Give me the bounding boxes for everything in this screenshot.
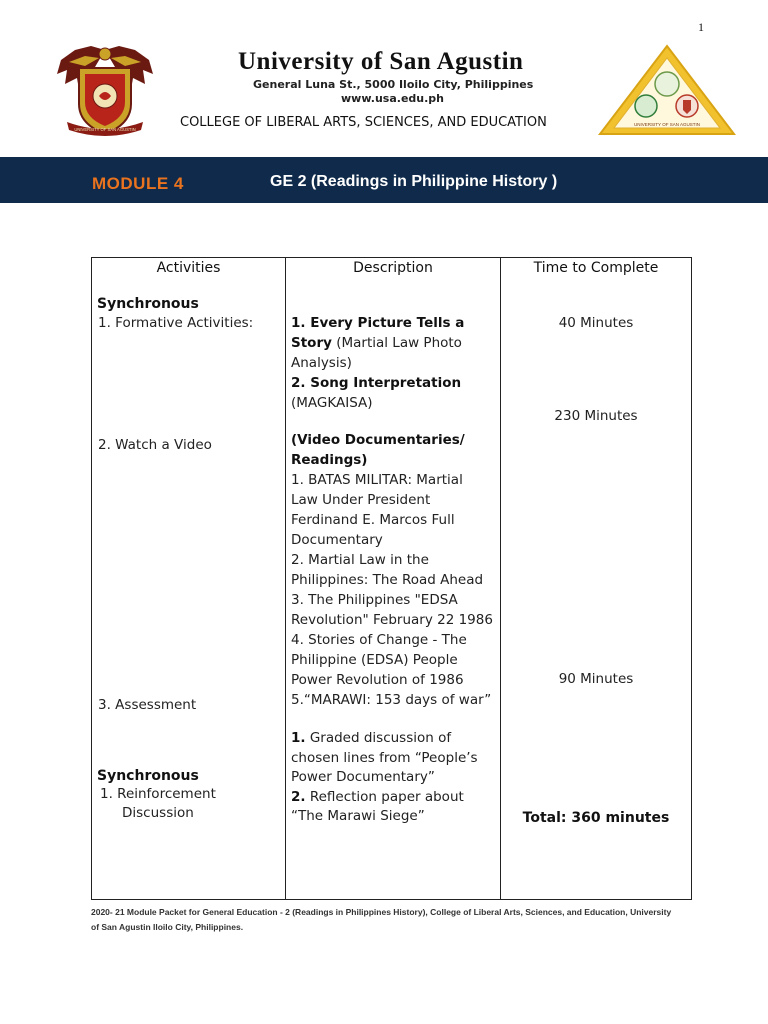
sync-heading-2: Synchronous <box>97 768 199 784</box>
video-list-line: 4. Stories of Change - The <box>291 632 467 648</box>
page-footer <box>91 905 691 935</box>
column-divider <box>500 258 501 899</box>
video-list-line: Philippines: The Road Ahead <box>291 572 484 588</box>
time-formative: 40 Minutes <box>558 315 634 331</box>
video-list-line: 1. BATAS MILITAR: Martial <box>291 472 463 488</box>
video-list-line: 2. Martial Law in the <box>291 552 429 568</box>
college-triangle-logo <box>598 44 736 136</box>
description-assessment: 1. Graded discussion of chosen lines from “People’s Power Documentary” 2. Reflection paper about “The Marawi Siege” <box>291 730 478 824</box>
description-formative: 1. Every Picture Tells a Story (Martial Law Photo Analysis) 2. Song Interpretation (MAGKAISA) <box>291 315 465 411</box>
activity-watch-video: 2. Watch a Video <box>98 437 212 453</box>
header-time: Time to Complete <box>533 260 659 276</box>
footer-line-2: of San Agustin Iloilo City, Philippines. <box>91 922 244 932</box>
video-list-line: 3. The Philippines "EDSA <box>291 592 458 608</box>
activity-reinforcement: 1. Reinforcement Discussion <box>100 786 216 821</box>
activity-assessment: 3. Assessment <box>98 697 197 713</box>
time-total: Total: 360 minutes <box>522 810 670 826</box>
time-assessment: 90 Minutes <box>558 671 634 687</box>
college-name: COLLEGE OF LIBERAL ARTS, SCIENCES, AND EDUCATION <box>180 115 547 130</box>
university-name: University of San Agustin <box>238 48 524 75</box>
university-seal-logo <box>55 44 155 138</box>
video-list-line: Revolution" February 22 1986 <box>291 612 493 628</box>
module-number: MODULE 4 <box>92 174 184 193</box>
module-banner <box>0 157 768 203</box>
video-list-line: Law Under President <box>291 492 431 508</box>
time-video: 230 Minutes <box>554 408 638 424</box>
seal-right-text: UNIVERSITY OF SAN AGUSTIN <box>634 122 700 127</box>
video-list-line: 5.“MARAWI: 153 days of war” <box>291 692 492 708</box>
university-website: www.usa.edu.ph <box>341 92 444 105</box>
sync-heading-1: Synchronous <box>97 296 199 312</box>
video-list-line: Ferdinand E. Marcos Full <box>291 512 455 528</box>
footer-line-1: 2020- 21 Module Packet for General Education - 2 (Readings in Philippines History), College of Liberal Arts, Sciences, and Education, University <box>91 907 672 917</box>
description-videos: (Video Documentaries/ Readings) 1. BATAS MILITAR: Martial Law Under President Ferdinand E. Marcos Full Documentary 2. Martial Law in the Philippines: The Road Ahead 3. The Philippines "EDSA Revolution" February 22 1986 4. Stories of Change - The Philippine (EDSA) People Power Revolution of 1986 5.“MARAWI: 153 days of war” <box>291 430 499 710</box>
video-list-line: Philippine (EDSA) People <box>291 652 458 668</box>
activity-formative: 1. Formative Activities: <box>98 315 254 331</box>
header-activities: Activities <box>156 260 221 276</box>
video-list-line: Documentary <box>291 532 383 548</box>
header-description: Description <box>353 260 433 276</box>
column-divider <box>285 258 286 899</box>
activities-table <box>91 257 692 900</box>
video-list-line: Power Revolution of 1986 <box>291 672 464 688</box>
seal-left-banner-text: UNIVERSITY OF SAN AGUSTIN <box>74 127 136 132</box>
course-title: GE 2 (Readings in Philippine History ) <box>270 173 558 190</box>
university-address: General Luna St., 5000 Iloilo City, Philippines <box>253 78 534 91</box>
page-number: 1 <box>698 20 704 34</box>
